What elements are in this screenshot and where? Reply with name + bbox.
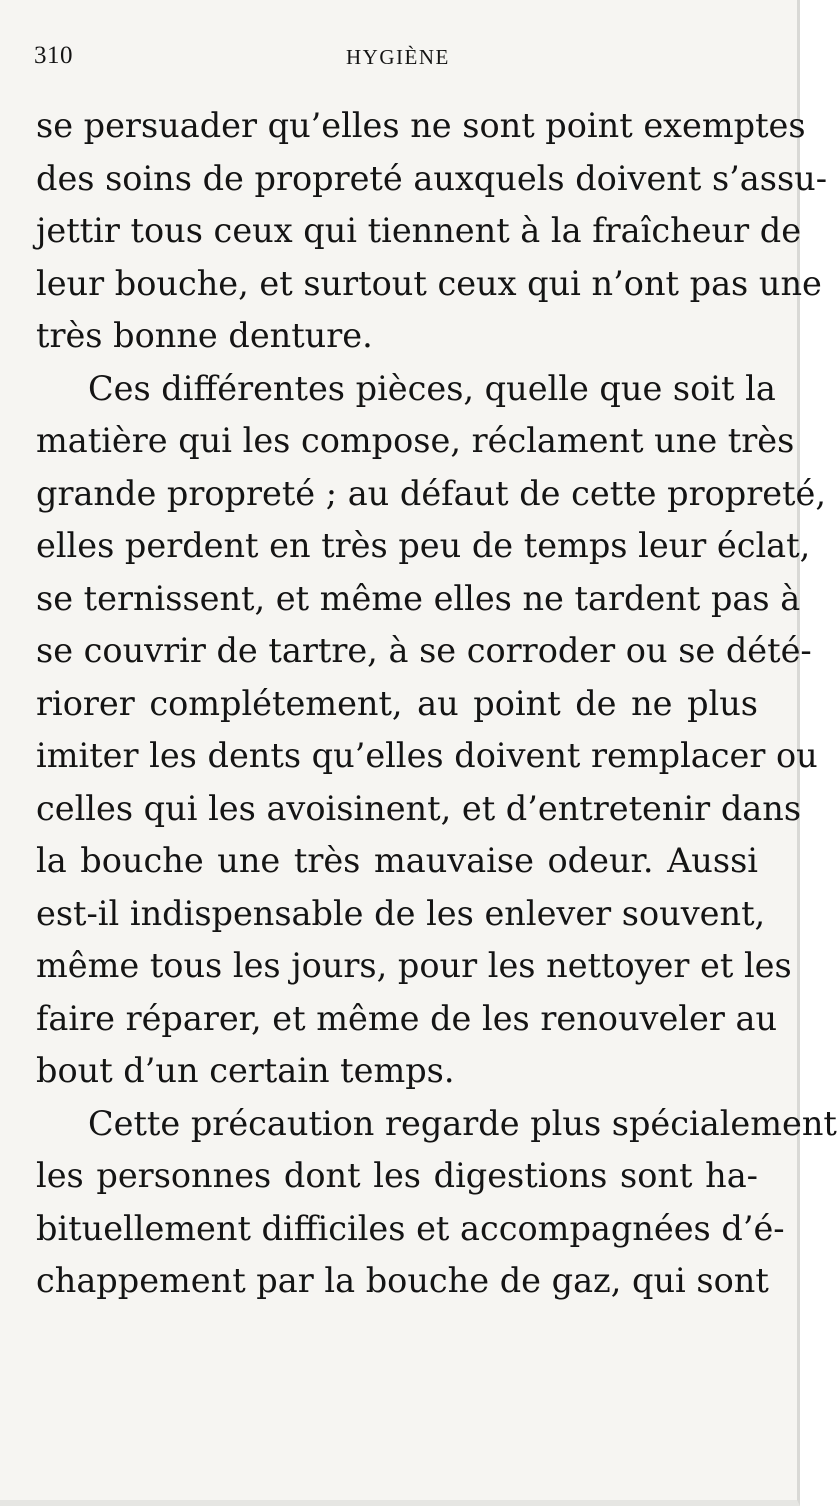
text-line: très bonne denture. [36,316,373,355]
text-line: se ternissent, et même elles ne tardent pas à [36,578,801,618]
text-line: se persuader qu’elles ne sont point exemptes [36,106,806,145]
page-number: 310 [34,42,73,69]
text-line: celles qui les avoisinent, et d’entretenir dans [36,788,802,828]
text-line: imiter les dents qu’elles doivent remplacer ou [36,736,818,775]
text-line: grande propreté ; au défaut de cette propreté, [36,473,826,513]
text-line: jettir tous ceux qui tiennent à la fraîcheur de [36,211,802,250]
text-line: riorer complétement, au point de ne plus [36,683,758,723]
text-line: même tous les jours, pour les nettoyer et les [36,946,792,985]
page-header [34,42,747,78]
running-head: HYGIÈNE [346,45,450,69]
text-line: Cette précaution regarde plus spécialement [88,1103,837,1143]
text-line: chappement par la bouche de gaz, qui sont [36,1261,769,1300]
text-line: les personnes dont les digestions sont ha- [36,1156,758,1195]
body-text [36,100,837,1308]
text-line: des soins de propreté auxquels doivent s’assu- [36,158,828,198]
text-line: Ces différentes pièces, quelle que soit la [88,368,776,408]
text-line: matière qui les compose, réclament une très [36,421,795,460]
text-line: la bouche une très mauvaise odeur. Aussi [36,841,758,880]
text-line: elles perdent en très peu de temps leur éclat, [36,526,811,565]
text-line: se couvrir de tartre, à se corroder ou se dété- [36,631,812,670]
text-line: bituellement difficiles et accompagnées d’é- [36,1208,785,1248]
text-line: leur bouche, et surtout ceux qui n’ont pas une [36,263,822,303]
text-line: est-il indispensable de les enlever souvent, [36,893,766,933]
text-line: faire réparer, et même de les renouveler au [36,998,778,1038]
text-line: bout d’un certain temps. [36,1051,455,1090]
